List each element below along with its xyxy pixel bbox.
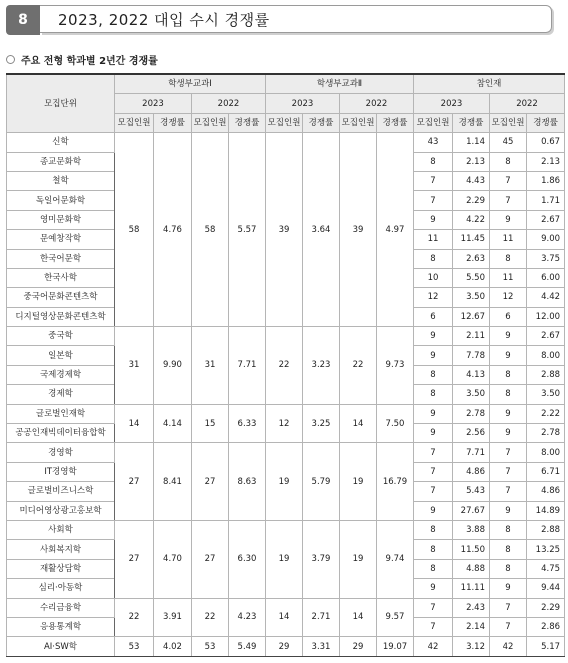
table-cell: 27 bbox=[115, 520, 154, 598]
table-cell: 19 bbox=[266, 520, 303, 598]
table-cell: 7 bbox=[490, 598, 527, 617]
table-cell: 4.22 bbox=[453, 210, 490, 229]
table-cell: 0.67 bbox=[527, 133, 565, 152]
table-cell: 7.78 bbox=[453, 346, 490, 365]
table-cell: 12 bbox=[266, 404, 303, 443]
dept-name: 중국어문화콘텐츠학 bbox=[7, 288, 115, 307]
dept-name: 독일어문화학 bbox=[7, 191, 115, 210]
year-header: 2022 bbox=[192, 94, 266, 113]
dept-name: IT경영학 bbox=[7, 462, 115, 481]
table-cell: 9 bbox=[414, 404, 453, 423]
table-cell: 9 bbox=[414, 424, 453, 443]
table-cell: 7 bbox=[414, 598, 453, 617]
table-cell: 22 bbox=[266, 327, 303, 405]
table-cell: 9 bbox=[490, 346, 527, 365]
table-cell: 9 bbox=[414, 327, 453, 346]
table-cell: 6.00 bbox=[527, 268, 565, 287]
table-cell: 2.11 bbox=[453, 327, 490, 346]
table-cell: 53 bbox=[192, 637, 229, 656]
table-cell: 27.67 bbox=[453, 501, 490, 520]
dept-name: 사회복지학 bbox=[7, 540, 115, 559]
table-cell: 2.78 bbox=[453, 404, 490, 423]
table-cell: 9 bbox=[414, 210, 453, 229]
table-cell: 9.57 bbox=[377, 598, 414, 637]
table-body bbox=[7, 133, 565, 657]
table-cell: 43 bbox=[414, 133, 453, 152]
circle-bullet-icon bbox=[6, 55, 15, 64]
table-cell: 7 bbox=[490, 443, 527, 462]
sub-header: 경쟁률 bbox=[229, 113, 266, 132]
table-cell: 7 bbox=[490, 617, 527, 636]
table-cell: 2.29 bbox=[453, 191, 490, 210]
table-row bbox=[7, 598, 565, 617]
table-cell: 31 bbox=[192, 327, 229, 405]
dept-name: 철학 bbox=[7, 171, 115, 190]
year-header: 2022 bbox=[340, 94, 414, 113]
table-cell: 8 bbox=[490, 249, 527, 268]
table-cell: 7 bbox=[490, 191, 527, 210]
type-header: 학생부교과Ⅱ bbox=[266, 74, 414, 94]
table-cell: 39 bbox=[340, 133, 377, 327]
table-cell: 8 bbox=[490, 540, 527, 559]
dept-name: 수리금융학 bbox=[7, 598, 115, 617]
table-cell: 11 bbox=[414, 230, 453, 249]
table-cell: 11.11 bbox=[453, 579, 490, 598]
table-cell: 4.86 bbox=[453, 462, 490, 481]
table-cell: 3.25 bbox=[303, 404, 340, 443]
table-cell: 11.50 bbox=[453, 540, 490, 559]
table-cell: 9 bbox=[490, 501, 527, 520]
table-cell: 45 bbox=[490, 133, 527, 152]
table-cell: 7 bbox=[414, 443, 453, 462]
table-cell: 7.50 bbox=[377, 404, 414, 443]
table-caption bbox=[6, 52, 158, 67]
table-cell: 9 bbox=[490, 327, 527, 346]
dept-name: 한국사학 bbox=[7, 268, 115, 287]
table-cell: 2.67 bbox=[527, 210, 565, 229]
table-cell: 14 bbox=[266, 598, 303, 637]
section-number: 8 bbox=[6, 5, 40, 35]
table-cell: 8 bbox=[490, 152, 527, 171]
competition-rate-table bbox=[6, 73, 565, 657]
table-cell: 9 bbox=[490, 404, 527, 423]
dept-name: 사회학 bbox=[7, 520, 115, 539]
table-cell: 2.67 bbox=[527, 327, 565, 346]
table-cell: 7 bbox=[414, 171, 453, 190]
table-cell: 58 bbox=[192, 133, 229, 327]
table-row bbox=[7, 520, 565, 539]
table-cell: 5.17 bbox=[527, 637, 565, 656]
table-cell: 9 bbox=[490, 210, 527, 229]
table-cell: 11.45 bbox=[453, 230, 490, 249]
table-cell: 6 bbox=[414, 307, 453, 326]
table-cell: 5.57 bbox=[229, 133, 266, 327]
table-cell: 9.74 bbox=[377, 520, 414, 598]
table-cell: 2.63 bbox=[453, 249, 490, 268]
table-cell: 39 bbox=[266, 133, 303, 327]
table-cell: 5.49 bbox=[229, 637, 266, 656]
table-cell: 31 bbox=[115, 327, 154, 405]
dept-name: 공공인재빅데이터융합학 bbox=[7, 424, 115, 443]
dept-name: 문예창작학 bbox=[7, 230, 115, 249]
table-cell: 11 bbox=[490, 268, 527, 287]
table-cell: 19 bbox=[340, 443, 377, 521]
table-cell: 5.50 bbox=[453, 268, 490, 287]
table-cell: 22 bbox=[115, 598, 154, 637]
table-cell: 3.50 bbox=[527, 385, 565, 404]
table-cell: 4.43 bbox=[453, 171, 490, 190]
table-caption-text: 주요 전형 학과별 2년간 경쟁률 bbox=[21, 56, 158, 67]
table-cell: 11 bbox=[490, 230, 527, 249]
table-cell: 9 bbox=[414, 501, 453, 520]
table-cell: 7 bbox=[490, 171, 527, 190]
table-cell: 8 bbox=[414, 249, 453, 268]
table-cell: 2.88 bbox=[527, 520, 565, 539]
table-cell: 7 bbox=[490, 482, 527, 501]
table-cell: 58 bbox=[115, 133, 154, 327]
table-cell: 14 bbox=[115, 404, 154, 443]
table-cell: 8 bbox=[490, 559, 527, 578]
table-cell: 3.23 bbox=[303, 327, 340, 405]
table-cell: 19 bbox=[340, 520, 377, 598]
sub-header: 경쟁률 bbox=[453, 113, 490, 132]
table-cell: 1.86 bbox=[527, 171, 565, 190]
table-cell: 3.31 bbox=[303, 637, 340, 656]
table-cell: 4.75 bbox=[527, 559, 565, 578]
table-cell: 8 bbox=[414, 385, 453, 404]
table-cell: 4.13 bbox=[453, 365, 490, 384]
table-cell: 3.50 bbox=[453, 385, 490, 404]
dept-name: 글로벌인재학 bbox=[7, 404, 115, 423]
table-cell: 8.63 bbox=[229, 443, 266, 521]
table-cell: 10 bbox=[414, 268, 453, 287]
table-cell: 1.14 bbox=[453, 133, 490, 152]
table-cell: 4.97 bbox=[377, 133, 414, 327]
table-cell: 1.71 bbox=[527, 191, 565, 210]
table-cell: 8 bbox=[414, 559, 453, 578]
sub-header: 모집인원 bbox=[490, 113, 527, 132]
table-cell: 27 bbox=[192, 520, 229, 598]
table-cell: 2.71 bbox=[303, 598, 340, 637]
table-cell: 2.13 bbox=[527, 152, 565, 171]
table-cell: 27 bbox=[115, 443, 154, 521]
dept-name: 심리·아동학 bbox=[7, 579, 115, 598]
dept-name: 한국어문학 bbox=[7, 249, 115, 268]
table-cell: 8 bbox=[414, 540, 453, 559]
section-title: 2023, 2022 대입 수시 경쟁률 bbox=[40, 5, 552, 33]
dept-name: 중국학 bbox=[7, 327, 115, 346]
dept-name: 영미문화학 bbox=[7, 210, 115, 229]
dept-name: 경영학 bbox=[7, 443, 115, 462]
table-cell: 7 bbox=[414, 482, 453, 501]
table-cell: 4.76 bbox=[154, 133, 192, 327]
table-cell: 2.88 bbox=[527, 365, 565, 384]
sub-header: 경쟁률 bbox=[377, 113, 414, 132]
table-cell: 8.41 bbox=[154, 443, 192, 521]
table-cell: 3.91 bbox=[154, 598, 192, 637]
table-cell: 6.33 bbox=[229, 404, 266, 443]
table-cell: 29 bbox=[340, 637, 377, 656]
table-cell: 12.67 bbox=[453, 307, 490, 326]
table-cell: 2.78 bbox=[527, 424, 565, 443]
sub-header: 경쟁률 bbox=[303, 113, 340, 132]
table-cell: 42 bbox=[490, 637, 527, 656]
table-row bbox=[7, 443, 565, 462]
table-cell: 4.88 bbox=[453, 559, 490, 578]
dept-name: 미디어영상광고홍보학 bbox=[7, 501, 115, 520]
dept-name: AI·SW학 bbox=[7, 637, 115, 656]
table-cell: 12 bbox=[490, 288, 527, 307]
table-cell: 2.43 bbox=[453, 598, 490, 617]
table-cell: 9 bbox=[414, 579, 453, 598]
table-cell: 7 bbox=[414, 617, 453, 636]
year-header: 2022 bbox=[490, 94, 565, 113]
year-header: 2023 bbox=[266, 94, 340, 113]
dept-name: 디지털영상문화콘텐츠학 bbox=[7, 307, 115, 326]
table-cell: 14 bbox=[340, 598, 377, 637]
table-row bbox=[7, 637, 565, 656]
table-header bbox=[7, 74, 565, 133]
table-cell: 4.23 bbox=[229, 598, 266, 637]
dept-name: 경제학 bbox=[7, 385, 115, 404]
type-header: 학생부교과Ⅰ bbox=[115, 74, 266, 94]
table-cell: 8 bbox=[414, 365, 453, 384]
table-cell: 7 bbox=[490, 462, 527, 481]
table-cell: 3.64 bbox=[303, 133, 340, 327]
table-cell: 9 bbox=[490, 579, 527, 598]
table-cell: 8 bbox=[490, 365, 527, 384]
table-cell: 2.13 bbox=[453, 152, 490, 171]
table-cell: 3.50 bbox=[453, 288, 490, 307]
table-cell: 7 bbox=[414, 191, 453, 210]
table-cell: 9 bbox=[490, 424, 527, 443]
table-cell: 8.00 bbox=[527, 346, 565, 365]
table-cell: 53 bbox=[115, 637, 154, 656]
table-cell: 3.12 bbox=[453, 637, 490, 656]
table-row bbox=[7, 133, 565, 152]
sub-header: 경쟁률 bbox=[527, 113, 565, 132]
dept-name: 응용통계학 bbox=[7, 617, 115, 636]
table-cell: 7.71 bbox=[229, 327, 266, 405]
table-cell: 9.90 bbox=[154, 327, 192, 405]
table-cell: 27 bbox=[192, 443, 229, 521]
table-cell: 12.00 bbox=[527, 307, 565, 326]
table-cell: 4.42 bbox=[527, 288, 565, 307]
dept-name: 글로벌비즈니스학 bbox=[7, 482, 115, 501]
table-cell: 9.44 bbox=[527, 579, 565, 598]
table-cell: 29 bbox=[266, 637, 303, 656]
table-cell: 8.00 bbox=[527, 443, 565, 462]
table-cell: 7.71 bbox=[453, 443, 490, 462]
table-cell: 5.79 bbox=[303, 443, 340, 521]
table-row bbox=[7, 404, 565, 423]
table-cell: 4.14 bbox=[154, 404, 192, 443]
table-cell: 2.86 bbox=[527, 617, 565, 636]
table-cell: 8 bbox=[490, 385, 527, 404]
table-cell: 8 bbox=[490, 520, 527, 539]
sub-header: 모집인원 bbox=[192, 113, 229, 132]
table-cell: 4.02 bbox=[154, 637, 192, 656]
table-cell: 3.79 bbox=[303, 520, 340, 598]
table-cell: 8 bbox=[414, 520, 453, 539]
table-cell: 6.30 bbox=[229, 520, 266, 598]
table-cell: 3.75 bbox=[527, 249, 565, 268]
table-cell: 6 bbox=[490, 307, 527, 326]
table-cell: 9.00 bbox=[527, 230, 565, 249]
sub-header: 경쟁률 bbox=[154, 113, 192, 132]
table-cell: 12 bbox=[414, 288, 453, 307]
table-cell: 7 bbox=[414, 462, 453, 481]
dept-name: 재활상담학 bbox=[7, 559, 115, 578]
table-cell: 2.22 bbox=[527, 404, 565, 423]
table-row bbox=[7, 327, 565, 346]
table-cell: 2.14 bbox=[453, 617, 490, 636]
table-cell: 4.70 bbox=[154, 520, 192, 598]
table-cell: 2.29 bbox=[527, 598, 565, 617]
year-header: 2023 bbox=[115, 94, 192, 113]
unit-header: 모집단위 bbox=[7, 74, 115, 133]
table-cell: 9 bbox=[414, 346, 453, 365]
table-cell: 3.88 bbox=[453, 520, 490, 539]
table-cell: 14.89 bbox=[527, 501, 565, 520]
type-header: 참인재 bbox=[414, 74, 565, 94]
sub-header: 모집인원 bbox=[340, 113, 377, 132]
dept-name: 신학 bbox=[7, 133, 115, 152]
table-cell: 8 bbox=[414, 152, 453, 171]
sub-header: 모집인원 bbox=[414, 113, 453, 132]
dept-name: 일본학 bbox=[7, 346, 115, 365]
table-cell: 13.25 bbox=[527, 540, 565, 559]
table-cell: 16.79 bbox=[377, 443, 414, 521]
sub-header: 모집인원 bbox=[266, 113, 303, 132]
table-cell: 22 bbox=[340, 327, 377, 405]
table-cell: 19.07 bbox=[377, 637, 414, 656]
section-header bbox=[6, 5, 554, 35]
table-cell: 9.73 bbox=[377, 327, 414, 405]
table-cell: 15 bbox=[192, 404, 229, 443]
table-cell: 4.86 bbox=[527, 482, 565, 501]
table-cell: 2.56 bbox=[453, 424, 490, 443]
table-cell: 14 bbox=[340, 404, 377, 443]
table-cell: 42 bbox=[414, 637, 453, 656]
dept-name: 종교문화학 bbox=[7, 152, 115, 171]
table-cell: 5.43 bbox=[453, 482, 490, 501]
table-cell: 19 bbox=[266, 443, 303, 521]
dept-name: 국제경제학 bbox=[7, 365, 115, 384]
table-cell: 6.71 bbox=[527, 462, 565, 481]
table-cell: 22 bbox=[192, 598, 229, 637]
year-header: 2023 bbox=[414, 94, 490, 113]
sub-header: 모집인원 bbox=[115, 113, 154, 132]
